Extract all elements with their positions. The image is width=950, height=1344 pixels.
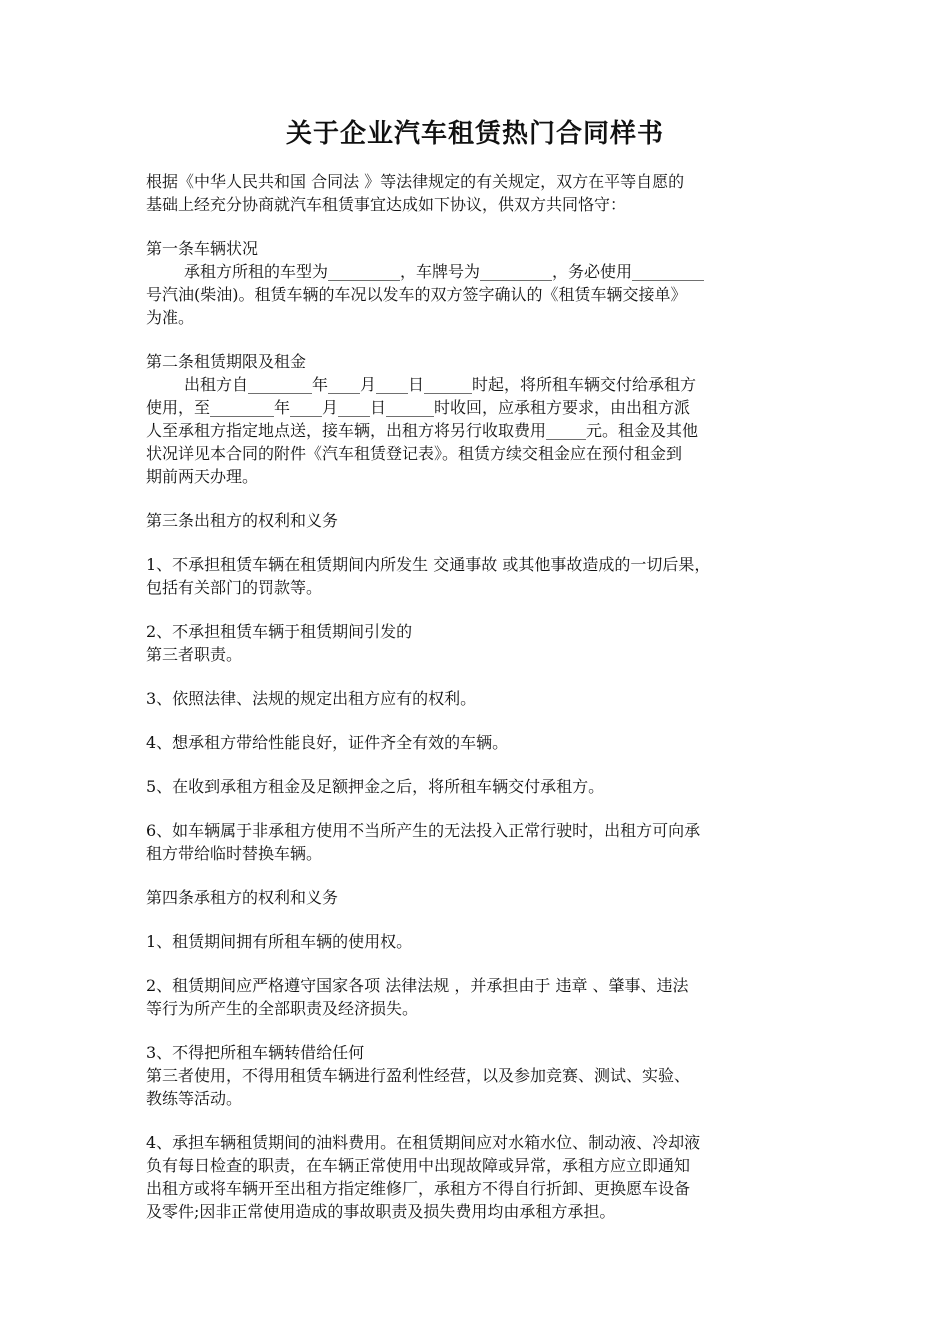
text-line: 号汽油(柴油)。租赁车辆的车况以发车的双方签字确认的《租赁车辆交接单》 xyxy=(146,285,687,304)
text-line: 1、租赁期间拥有所租车辆的使用权。 xyxy=(146,932,413,951)
text-line: 教练等活动。 xyxy=(146,1089,243,1108)
article-1 xyxy=(146,237,810,329)
list-item xyxy=(146,974,810,1020)
text-line: 租方带给临时替换车辆。 xyxy=(146,844,323,863)
list-item xyxy=(146,1041,810,1110)
list-item xyxy=(146,687,810,710)
document-body xyxy=(146,170,810,1223)
article-heading: 第二条租赁期限及租金 xyxy=(146,352,307,371)
list-item xyxy=(146,819,810,865)
text-line: 出租方或将车辆开至出租方指定维修厂，承租方不得自行折卸、更换愿车设备 xyxy=(146,1179,691,1198)
text-line: 3、不得把所租车辆转借给任何 xyxy=(146,1043,365,1062)
article-4 xyxy=(146,886,810,1223)
text-line: 第三者使用，不得用租赁车辆进行盈利性经营，以及参加竞赛、测试、实验、 xyxy=(146,1066,691,1085)
list-item xyxy=(146,553,810,599)
text-line: 期前两天办理。 xyxy=(146,467,259,486)
text-line: 2、不承担租赁车辆于租赁期间引发的 xyxy=(146,622,413,641)
text-line: 3、依照法律、法规的规定出租方应有的权利。 xyxy=(146,689,477,708)
text-line: 承租方所租的车型为_________，车牌号为_________，务必使用_________ xyxy=(184,262,705,281)
text-line: 4、想承租方带给性能良好，证件齐全有效的车辆。 xyxy=(146,733,509,752)
text-line: 及零件;因非正常使用造成的事故职责及损失费用均由承租方承担。 xyxy=(146,1202,616,1221)
text-line: 出租方自________年____月____日______时起，将所租车辆交付给承租方 xyxy=(184,375,697,394)
text-line: 基础上经充分协商就汽车租赁事宜达成如下协议，供双方共同恪守： xyxy=(146,195,627,214)
text-line: 状况详见本合同的附件《汽车租赁登记表》。租赁方续交租金应在预付租金到 xyxy=(146,444,683,463)
text-line: 为准。 xyxy=(146,308,195,327)
text-line: 负有每日检查的职责，在车辆正常使用中出现故障或异常，承租方应立即通知 xyxy=(146,1156,691,1175)
list-item xyxy=(146,930,810,953)
text-line: 2、租赁期间应严格遵守国家各项 法律法规 ，并承担由于 违章 、肇事、违法 xyxy=(146,976,689,995)
article-2 xyxy=(146,350,810,488)
text-line: 第三者职责。 xyxy=(146,645,243,664)
text-line: 使用，至________年____月____日______时收回，应承租方要求，由出租方派 xyxy=(146,398,691,417)
list-item xyxy=(146,1131,810,1223)
page-title: 关于企业汽车租赁热门合同样书 xyxy=(285,119,664,149)
list-item xyxy=(146,620,810,666)
text-line: 包括有关部门的罚款等。 xyxy=(146,578,323,597)
text-line: 等行为所产生的全部职责及经济损失。 xyxy=(146,999,419,1018)
text-line: 人至承租方指定地点送，接车辆，出租方将另行收取费用_____元。租金及其他 xyxy=(146,421,699,440)
article-heading: 第四条承租方的权利和义务 xyxy=(146,888,339,907)
article-heading: 第三条出租方的权利和义务 xyxy=(146,511,339,530)
list-item xyxy=(146,775,810,798)
text-line: 4、承担车辆租赁期间的油料费用。在租赁期间应对水箱水位、制动液、冷却液 xyxy=(146,1133,701,1152)
list-item xyxy=(146,731,810,754)
article-3 xyxy=(146,509,810,865)
text-line: 6、如车辆属于非承租方使用不当所产生的无法投入正常行驶时，出租方可向承 xyxy=(146,821,701,840)
article-heading: 第一条车辆状况 xyxy=(146,239,259,258)
text-line: 5、在收到承租方租金及足额押金之后，将所租车辆交付承租方。 xyxy=(146,777,605,796)
text-line: 1、不承担租赁车辆在租赁期间内所发生 交通事故 或其他事故造成的一切后果， xyxy=(146,555,711,574)
text-line: 根据《中华人民共和国 合同法 》等法律规定的有关规定，双方在平等自愿的 xyxy=(146,172,685,191)
intro-paragraph xyxy=(146,170,810,216)
